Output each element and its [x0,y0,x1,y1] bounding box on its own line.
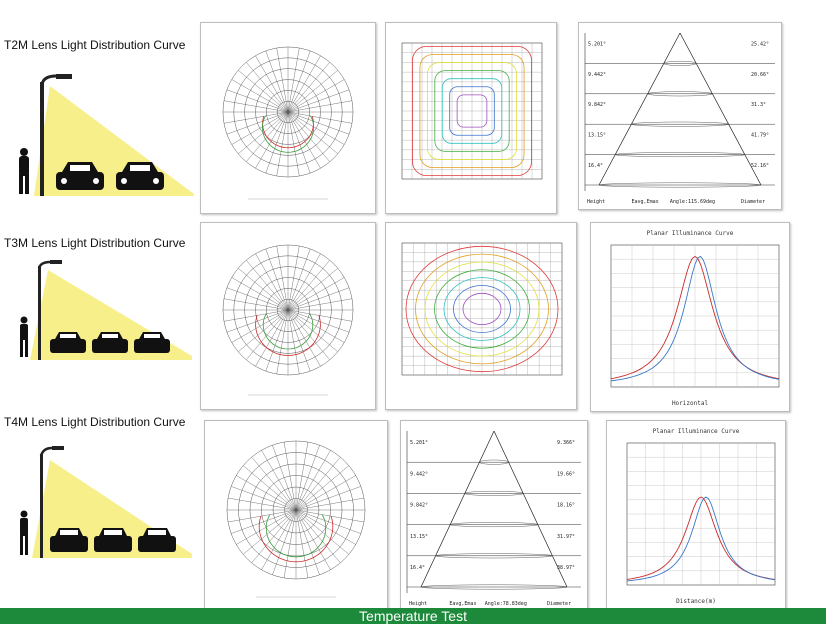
cone-footer-label: Angle:78.83deg [484,601,527,607]
cone-angle-left: 9.842° [410,502,429,509]
cone-angle-left: 5.201° [410,440,429,447]
cone-angle-left: 9.442° [588,71,607,78]
footer-title: Temperature Test [359,608,467,624]
planar-x-axis-label: Horizontal [671,400,709,407]
isolux-grid [402,243,562,375]
cone-edge [421,431,494,587]
pedestrian-silhouette [20,511,28,556]
lamp-pole [40,82,44,196]
polar-distribution-chart-t3m [200,222,376,410]
cone-angle-right: 31.97° [557,533,576,540]
cone-angle-right: 52.16° [751,163,770,169]
cone-angle-left: 9.442° [410,471,429,478]
cone-angle-right: 31.3° [751,102,767,109]
cone-footer-label: Height [587,199,606,205]
isolux-grid [402,43,542,179]
isolux-contour-chart-t3m [385,222,577,410]
cone-angle-left: 9.842° [588,102,607,109]
lamp-head [52,446,64,450]
planar-grid [611,245,779,387]
cone-angle-left: 5.201° [588,41,607,48]
cone-angle-left: 16.4° [410,565,426,571]
polar-distribution-chart-t2m [200,22,376,214]
planar-x-axis-label: Distance(m) [676,598,716,605]
street-light-illustration-t4m [4,436,194,568]
cone-angle-right: 25.42° [751,41,770,48]
illuminance-cone-chart-t4m [400,420,588,612]
planar-illuminance-chart-t3m [590,222,790,412]
row-title-t3m: T3M Lens Light Distribution Curve [4,236,186,250]
pedestrian-silhouette [20,317,28,358]
cone-footer-label: Eavg,Emax [449,601,477,607]
cone-edge [494,431,567,587]
cone-angle-right: 19.66° [557,471,576,478]
lamp-pole [38,266,41,360]
isolux-contour-chart-t2m [385,22,557,214]
lamp-head [56,74,72,79]
row-title-t2m: T2M Lens Light Distribution Curve [4,38,186,52]
cone-angle-left: 13.15° [588,132,607,139]
cone-footer-label: Eavg,Emax [631,199,659,205]
polar-distribution-chart-t4m [204,420,388,612]
planar-chart-title: Planar Illuminance Curve [652,428,740,435]
cone-edge [599,33,680,185]
street-light-illustration-t3m [4,256,194,366]
cone-angle-left: 16.4° [588,163,604,169]
row-title-t4m: T4M Lens Light Distribution Curve [4,415,186,429]
polar-grid [223,47,353,177]
cone-footer-label: Diameter [741,199,766,205]
polar-grid [227,441,365,579]
cone-footer-label: Diameter [547,601,572,607]
cone-edge [680,33,761,185]
cone-angle-right: 18.16° [557,502,576,509]
cone-angle-right: 38.97° [557,565,576,571]
cone-angle-left: 13.15° [410,533,429,540]
lamp-pole [40,454,43,558]
cone-angle-right: 9.366° [557,440,576,447]
planar-illuminance-chart-t4m [606,420,786,610]
planar-grid [627,443,775,585]
planar-chart-title: Planar Illuminance Curve [646,230,734,237]
cone-footer-label: Angle:115.69deg [669,199,716,205]
street-light-illustration-t2m [4,56,194,206]
illuminance-cone-chart-t2m [578,22,782,210]
lamp-head [50,260,62,264]
cone-angle-right: 20.66° [751,71,770,78]
cone-footer-label: Height [409,601,428,607]
cone-angle-right: 41.79° [751,132,770,139]
